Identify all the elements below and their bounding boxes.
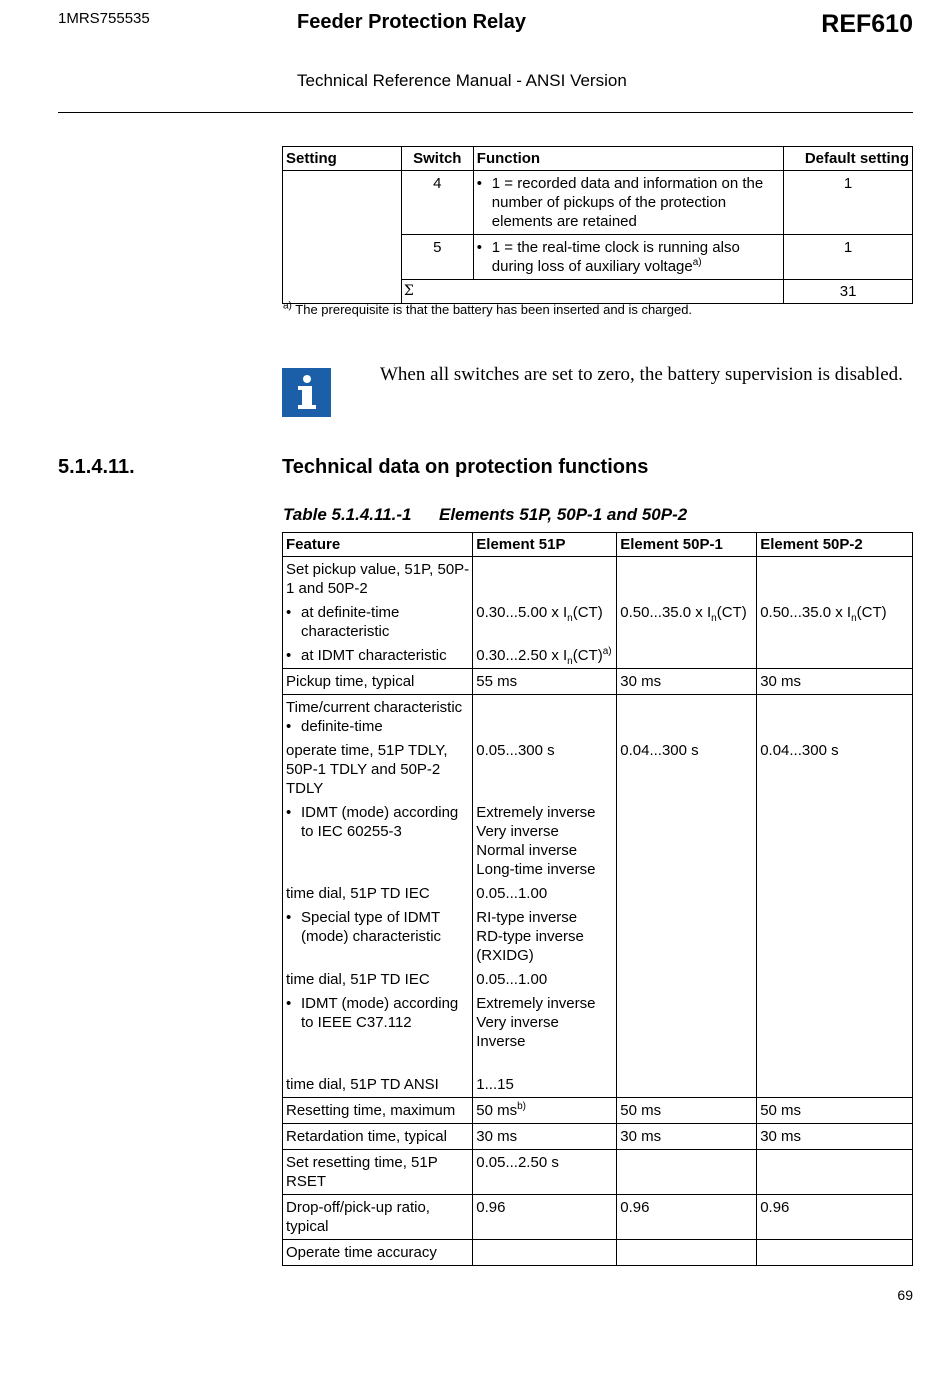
doc-id: 1MRS755535 — [58, 10, 150, 27]
info-note: When all switches are set to zero, the battery supervision is disabled. — [380, 364, 903, 385]
value-cell: 30 ms — [757, 669, 913, 695]
header-function: Function — [473, 147, 783, 171]
feature-cell: Resetting time, maximum — [283, 1098, 473, 1124]
value-cell: 30 ms — [617, 1124, 757, 1150]
sum-value: 31 — [784, 280, 913, 304]
info-icon — [282, 368, 331, 417]
feature-cell: Pickup time, typical — [283, 669, 473, 695]
header-rule — [58, 112, 913, 113]
table-row — [283, 1195, 913, 1240]
header-element-50p-1: Element 50P-1 — [617, 533, 757, 557]
feature-cell: Drop-off/pick-up ratio, typical — [283, 1195, 473, 1240]
feature-cell: Operate time accuracy — [283, 1240, 473, 1266]
setting-cell — [283, 171, 402, 304]
feature-cell: Set pickup value, 51P, 50P-1 and 50P-2 • at definite-time characteristic • at IDMT characteristic — [283, 557, 473, 669]
bullet: • — [476, 175, 483, 192]
table-row — [283, 1240, 913, 1266]
table-row — [283, 1150, 913, 1195]
section-number: 5.1.4.11. — [58, 456, 135, 478]
value-cell: 0.96 — [473, 1195, 617, 1240]
table-row — [283, 1098, 913, 1124]
value-cell: 0.96 — [617, 1195, 757, 1240]
value-cell — [473, 1240, 617, 1266]
table-row — [283, 695, 913, 1098]
feature-cell: Retardation time, typical — [283, 1124, 473, 1150]
switch-table-header — [283, 147, 913, 171]
data-table-header — [283, 533, 913, 557]
bullet: • — [476, 239, 483, 256]
value-cell: 0.96 — [757, 1195, 913, 1240]
value-cell — [617, 1240, 757, 1266]
product-name: REF610 — [821, 10, 913, 38]
sum-symbol: Σ — [401, 280, 783, 304]
value-cell: 0.05...2.50 s — [473, 1150, 617, 1195]
table-row — [283, 557, 913, 669]
header-setting: Setting — [283, 147, 402, 171]
footnote-mark: a) — [692, 257, 702, 268]
value-cell: 0.30...5.00 x $I_n(CT)$ 0.30...2.50 x $I_n(CT)^{a)}$ — [473, 557, 617, 669]
value-cell: 50 ms — [757, 1098, 913, 1124]
value-cell: 0.05...300 s Extremely inverse Very inverse Normal inverse Long-time inverse 0.05...1.00 RI-type inverse RD-type inverse (RXIDG) 0.05...1.00 Extremely inverse Very inverse Inverse 1...15 — [473, 695, 617, 1098]
value-cell: 0.04...300 s — [757, 695, 913, 1098]
header-default: Default setting — [784, 147, 913, 171]
value-cell — [617, 1150, 757, 1195]
value-cell: 55 ms — [473, 669, 617, 695]
value-cell — [757, 1240, 913, 1266]
value-cell: 0.50...35.0 x $I_n(CT)$ — [757, 557, 913, 669]
value-cell: 0.04...300 s — [617, 695, 757, 1098]
header-switch: Switch — [401, 147, 473, 171]
switch-cell: 5 — [401, 235, 473, 280]
section-title: Technical data on protection functions — [282, 456, 649, 478]
technical-data-table — [282, 532, 913, 1266]
document-title: Feeder Protection Relay — [297, 11, 526, 33]
value-cell: 30 ms — [757, 1124, 913, 1150]
header-element-50p-2: Element 50P-2 — [757, 533, 913, 557]
header-element-51p: Element 51P — [473, 533, 617, 557]
document-subtitle: Technical Reference Manual - ANSI Version — [297, 71, 627, 90]
switch-cell: 4 — [401, 171, 473, 235]
feature-cell: Set resetting time, 51P RSET — [283, 1150, 473, 1195]
table-row — [283, 1124, 913, 1150]
function-cell: • 1 = the real-time clock is running also during loss of auxiliary voltage$^{a)}$ — [473, 235, 783, 280]
default-cell: 1 — [784, 235, 913, 280]
footnote-mark: a) — [283, 300, 292, 312]
value-cell: 50 ms — [617, 1098, 757, 1124]
header-feature: Feature — [283, 533, 473, 557]
value-cell: 50 $ms^{b)}$ — [473, 1098, 617, 1124]
value-cell: 30 ms — [617, 669, 757, 695]
switch-table — [282, 146, 913, 304]
footnote-a: $^{a)}$ The prerequisite is that the battery has been inserted and is charged. — [283, 300, 693, 317]
table-caption-title: Elements 51P, 50P-1 and 50P-2 — [439, 505, 688, 524]
function-cell: • 1 = recorded data and information on the number of pickups of the protection elements are retained — [473, 171, 783, 235]
feature-cell: Time/current characteristic • definite-time operate time, 51P TDLY, 50P-1 TDLY and 50P-2 TDLY • IDMT (mode) according to IEC 60255-3 time dial, 51P TD IEC • Special type of IDMT (mode) characteristic time dial, 51P TD IEC • IDMT (mode) according to IEEE C37.112 time dial, 51P TD ANSI — [283, 695, 473, 1098]
value-cell: 0.50...35.0 x $I_n(CT)$ — [617, 557, 757, 669]
value-cell: 30 ms — [473, 1124, 617, 1150]
default-cell: 1 — [784, 171, 913, 235]
table-row — [283, 171, 913, 235]
table-row — [283, 669, 913, 695]
table-caption-number: Table 5.1.4.11.-1 — [283, 505, 412, 524]
page-number: 69 — [897, 1287, 913, 1303]
value-cell — [757, 1150, 913, 1195]
